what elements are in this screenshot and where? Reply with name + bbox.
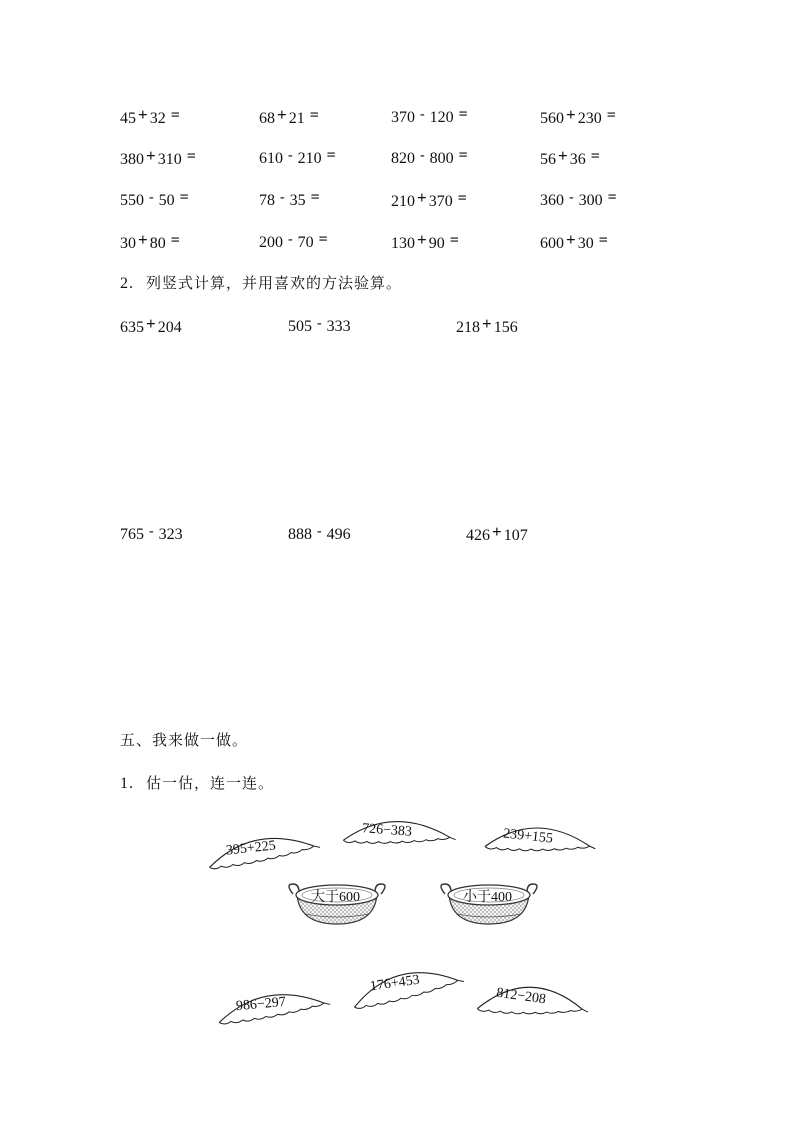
operand-b: 32	[149, 110, 166, 127]
leaf-expression: 239+155	[502, 826, 555, 848]
operand-a: 360	[540, 192, 564, 209]
oral-problem	[391, 108, 468, 129]
equals-sign: =	[606, 107, 616, 124]
oral-problem	[259, 233, 328, 254]
oral-problem	[540, 146, 600, 170]
s5-q1-number: 1.	[120, 775, 134, 792]
equals-sign: =	[170, 232, 180, 249]
operand-b: 230	[577, 110, 602, 127]
equals-sign: =	[598, 232, 608, 249]
operand-b: 323	[158, 526, 183, 543]
leaf-expression: 726−383	[361, 821, 413, 840]
equals-sign: =	[309, 107, 319, 124]
operand-a: 210	[391, 193, 415, 210]
operand-a: 560	[540, 110, 564, 127]
q2-heading	[120, 273, 402, 294]
operand-b: 800	[429, 150, 454, 167]
operand-a: 820	[391, 150, 415, 167]
minus-sign: -	[149, 190, 154, 205]
plus-sign: +	[482, 314, 492, 333]
plus-sign: +	[566, 230, 576, 249]
plus-sign: +	[146, 146, 156, 165]
minus-sign: -	[288, 232, 293, 247]
oral-problem	[391, 230, 459, 254]
operand-b: 204	[157, 319, 182, 336]
operand-b: 496	[326, 526, 351, 543]
oral-problem	[259, 105, 319, 129]
minus-sign: -	[149, 524, 154, 539]
vertical-calc-problem	[120, 314, 182, 338]
operand-a: 200	[259, 234, 283, 251]
operand-a: 765	[120, 526, 144, 543]
operand-a: 68	[259, 110, 275, 127]
operand-b: 156	[493, 319, 518, 336]
operand-a: 505	[288, 318, 312, 335]
equals-sign: =	[318, 231, 328, 248]
equals-sign: =	[310, 189, 320, 206]
plus-sign: +	[417, 230, 427, 249]
minus-sign: -	[420, 107, 425, 122]
operand-b: 310	[157, 151, 182, 168]
equals-sign: =	[458, 106, 468, 123]
operand-a: 30	[120, 235, 136, 252]
operand-b: 70	[297, 234, 314, 251]
oral-problem	[540, 105, 616, 129]
operand-b: 35	[289, 192, 306, 209]
leaf-expression: 986−297	[235, 994, 287, 1015]
equals-sign: =	[458, 147, 468, 164]
operand-b: 210	[297, 150, 322, 167]
leaf-expression: 812−208	[495, 985, 548, 1008]
minus-sign: -	[420, 148, 425, 163]
equals-sign: =	[449, 232, 459, 249]
operand-b: 370	[428, 193, 453, 210]
operand-a: 600	[540, 235, 564, 252]
operand-a: 56	[540, 151, 556, 168]
operand-a: 370	[391, 109, 415, 126]
operand-a: 218	[456, 319, 480, 336]
operand-b: 36	[569, 151, 586, 168]
oral-problem	[120, 105, 180, 129]
q2-text: 列竖式计算，并用喜欢的方法验算。	[146, 274, 403, 292]
oral-problem	[391, 149, 468, 170]
vertical-calc-problem	[288, 317, 351, 338]
minus-sign: -	[280, 190, 285, 205]
plus-sign: +	[277, 105, 287, 124]
plus-sign: +	[566, 105, 576, 124]
basket-label: 大于600	[311, 890, 360, 905]
equals-sign: =	[590, 148, 600, 165]
plus-sign: +	[146, 314, 156, 333]
minus-sign: -	[317, 316, 322, 331]
minus-sign: -	[288, 148, 293, 163]
operand-a: 380	[120, 151, 144, 168]
vertical-calc-problem	[456, 314, 518, 338]
q2-number: 2.	[120, 275, 134, 292]
plus-sign: +	[492, 522, 502, 541]
basket-label: 小于400	[463, 890, 512, 905]
vertical-calc-problem	[466, 522, 528, 546]
oral-problem	[120, 146, 196, 170]
oral-problem	[540, 191, 617, 212]
operand-b: 21	[288, 110, 305, 127]
vertical-calc-problem	[288, 525, 351, 546]
operand-b: 107	[503, 527, 528, 544]
operand-a: 888	[288, 526, 312, 543]
equals-sign: =	[179, 189, 189, 206]
equals-sign: =	[457, 190, 467, 207]
equals-sign: =	[170, 107, 180, 124]
operand-a: 635	[120, 319, 144, 336]
oral-problem	[120, 230, 180, 254]
minus-sign: -	[317, 524, 322, 539]
oral-problem	[120, 191, 189, 212]
operand-a: 78	[259, 192, 275, 209]
operand-a: 130	[391, 235, 415, 252]
equals-sign: =	[186, 148, 196, 165]
s5-q1-text: 估一估，连一连。	[146, 774, 275, 792]
equals-sign: =	[326, 147, 336, 164]
operand-b: 80	[149, 235, 166, 252]
s5-q1-heading	[120, 773, 274, 794]
oral-problem	[391, 188, 467, 212]
minus-sign: -	[569, 190, 574, 205]
plus-sign: +	[138, 105, 148, 124]
operand-b: 300	[578, 192, 603, 209]
leaf-expression: 176+453	[368, 972, 421, 995]
operand-b: 30	[577, 235, 594, 252]
operand-a: 45	[120, 110, 136, 127]
plus-sign: +	[138, 230, 148, 249]
operand-b: 120	[429, 109, 454, 126]
operand-a: 426	[466, 527, 490, 544]
operand-a: 550	[120, 192, 144, 209]
plus-sign: +	[417, 188, 427, 207]
operand-b: 50	[158, 192, 175, 209]
oral-problem	[259, 149, 336, 170]
operand-b: 90	[428, 235, 445, 252]
oral-problem	[259, 191, 320, 212]
operand-a: 610	[259, 150, 283, 167]
equals-sign: =	[607, 189, 617, 206]
leaf-expression: 395+225	[225, 838, 277, 859]
section5-title: 五、我来做一做。	[120, 731, 249, 749]
oral-problem	[540, 230, 608, 254]
operand-b: 333	[326, 318, 351, 335]
plus-sign: +	[558, 146, 568, 165]
vertical-calc-problem	[120, 525, 183, 546]
